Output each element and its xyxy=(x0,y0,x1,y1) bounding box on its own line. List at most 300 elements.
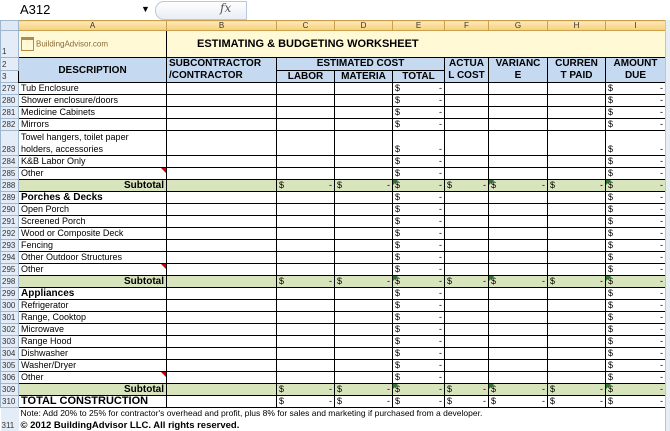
description-cell[interactable]: Dishwasher xyxy=(19,348,167,360)
cell-value: - xyxy=(542,396,545,406)
cell-d[interactable] xyxy=(335,288,393,300)
cell-d[interactable] xyxy=(335,360,393,372)
cell-c[interactable] xyxy=(277,324,335,336)
row-header[interactable]: 295 xyxy=(1,264,19,276)
column-header-e[interactable]: E xyxy=(393,21,445,31)
cell-value: - xyxy=(387,180,390,190)
header-labor xyxy=(277,70,335,83)
cell-f[interactable] xyxy=(445,83,489,95)
cell-d[interactable] xyxy=(335,384,393,396)
subtotal-label[interactable]: Subtotal xyxy=(19,276,167,288)
cell-e[interactable] xyxy=(393,384,445,396)
currency-symbol: $ xyxy=(395,384,401,394)
cell-i[interactable] xyxy=(606,264,666,276)
cell-i[interactable] xyxy=(606,83,666,95)
row-header[interactable]: 306 xyxy=(1,372,19,384)
cell-e[interactable] xyxy=(393,180,445,192)
cell-c[interactable] xyxy=(277,119,335,131)
description-cell[interactable]: Range, Cooktop xyxy=(19,312,167,324)
description-cell[interactable]: Screened Porch xyxy=(19,216,167,228)
cell-c[interactable] xyxy=(277,240,335,252)
row-header[interactable]: 301 xyxy=(1,312,19,324)
cell-g[interactable] xyxy=(489,216,548,228)
cell-g[interactable] xyxy=(489,288,548,300)
cell-b[interactable] xyxy=(167,372,277,384)
cell-g[interactable] xyxy=(489,204,548,216)
cell-d[interactable] xyxy=(335,156,393,168)
cell-value: - xyxy=(660,372,663,382)
row-header[interactable]: 309 xyxy=(1,384,19,396)
cell-g[interactable] xyxy=(489,83,548,95)
cell-value: - xyxy=(439,240,442,250)
cell-i[interactable] xyxy=(606,192,666,204)
cell-f[interactable] xyxy=(445,192,489,204)
cell-i[interactable] xyxy=(606,324,666,336)
description-cell[interactable]: Fencing xyxy=(19,240,167,252)
cell-i[interactable] xyxy=(606,216,666,228)
row-header[interactable]: 280 xyxy=(1,95,19,107)
cell-g[interactable] xyxy=(489,240,548,252)
cell-f[interactable] xyxy=(445,216,489,228)
cell-e[interactable] xyxy=(393,156,445,168)
cell-e[interactable] xyxy=(393,372,445,384)
cell-h[interactable] xyxy=(548,156,606,168)
row-header[interactable]: 305 xyxy=(1,360,19,372)
cell-b[interactable] xyxy=(167,119,277,131)
description-cell[interactable]: Medicine Cabinets xyxy=(19,107,167,119)
cell-c[interactable] xyxy=(277,192,335,204)
cell-g[interactable] xyxy=(489,252,548,264)
cell-f[interactable] xyxy=(445,131,489,156)
cell-g[interactable] xyxy=(489,119,548,131)
cell-e[interactable] xyxy=(393,119,445,131)
cell-b[interactable] xyxy=(167,83,277,95)
currency-symbol: $ xyxy=(447,180,453,190)
cell-h[interactable] xyxy=(548,168,606,180)
cell-h[interactable] xyxy=(548,336,606,348)
cell-h[interactable] xyxy=(548,131,606,156)
column-header-h[interactable]: H xyxy=(548,21,606,31)
cell-f[interactable] xyxy=(445,264,489,276)
cell-b[interactable] xyxy=(167,384,277,396)
cell-g[interactable] xyxy=(489,107,548,119)
cell-b[interactable] xyxy=(167,216,277,228)
section-heading[interactable]: Porches & Decks xyxy=(19,192,167,204)
currency-symbol: $ xyxy=(550,276,556,286)
cell-d[interactable] xyxy=(335,348,393,360)
cell-d[interactable] xyxy=(335,252,393,264)
column-header-c[interactable]: C xyxy=(277,21,335,31)
row-header[interactable]: 310 xyxy=(1,396,19,408)
cell-h[interactable] xyxy=(548,276,606,288)
row-header[interactable]: 279 xyxy=(1,83,19,95)
cell-g[interactable] xyxy=(489,264,548,276)
cell-b[interactable] xyxy=(167,288,277,300)
cell-b[interactable] xyxy=(167,168,277,180)
cell-c[interactable] xyxy=(277,156,335,168)
cell-f[interactable] xyxy=(445,95,489,107)
cell-g[interactable] xyxy=(489,336,548,348)
currency-symbol: $ xyxy=(608,288,614,298)
cell-c[interactable] xyxy=(277,336,335,348)
cell-h[interactable] xyxy=(548,252,606,264)
cell-g[interactable] xyxy=(489,228,548,240)
cell-i[interactable] xyxy=(606,252,666,264)
cell-d[interactable] xyxy=(335,240,393,252)
cell-b[interactable] xyxy=(167,228,277,240)
cell-i[interactable] xyxy=(606,288,666,300)
row-header[interactable]: 304 xyxy=(1,348,19,360)
cell-e[interactable] xyxy=(393,204,445,216)
cell-g[interactable] xyxy=(489,312,548,324)
cell-d[interactable] xyxy=(335,300,393,312)
cell-d[interactable] xyxy=(335,324,393,336)
row-header[interactable]: 303 xyxy=(1,336,19,348)
cell-h[interactable] xyxy=(548,119,606,131)
row-header[interactable]: 1 xyxy=(1,31,19,58)
description-cell[interactable]: Range Hood xyxy=(19,336,167,348)
cell-g[interactable] xyxy=(489,396,548,408)
row-header[interactable]: 282 xyxy=(1,119,19,131)
row-header[interactable]: 281 xyxy=(1,107,19,119)
cell-f[interactable] xyxy=(445,300,489,312)
cell-c[interactable] xyxy=(277,180,335,192)
row-header[interactable]: 298 xyxy=(1,276,19,288)
cell-b[interactable] xyxy=(167,312,277,324)
cell-d[interactable] xyxy=(335,192,393,204)
currency-symbol: $ xyxy=(395,336,401,346)
cell-b[interactable] xyxy=(167,131,277,156)
cell-c[interactable] xyxy=(277,83,335,95)
cell-b[interactable] xyxy=(167,204,277,216)
cell-d[interactable] xyxy=(335,83,393,95)
cell-e[interactable] xyxy=(393,324,445,336)
description-cell[interactable]: Mirrors xyxy=(19,119,167,131)
cell-d[interactable] xyxy=(335,312,393,324)
cell-g[interactable] xyxy=(489,324,548,336)
cell-h[interactable] xyxy=(548,192,606,204)
cell-h[interactable] xyxy=(548,360,606,372)
cell-h[interactable] xyxy=(548,288,606,300)
cell-e[interactable] xyxy=(393,107,445,119)
function-icon[interactable]: fx xyxy=(220,1,232,15)
cell-h[interactable] xyxy=(548,372,606,384)
cell-g[interactable] xyxy=(489,192,548,204)
cell-d[interactable] xyxy=(335,216,393,228)
cell-h[interactable] xyxy=(548,348,606,360)
cell-value: - xyxy=(439,360,442,370)
cell-f[interactable] xyxy=(445,396,489,408)
cell-i[interactable] xyxy=(606,312,666,324)
cell-d[interactable] xyxy=(335,180,393,192)
cell-h[interactable] xyxy=(548,95,606,107)
cell-c[interactable] xyxy=(277,264,335,276)
subtotal-label[interactable]: Subtotal xyxy=(19,180,167,192)
cell-i[interactable] xyxy=(606,372,666,384)
description-cell[interactable]: Refrigerator xyxy=(19,300,167,312)
cell-e[interactable] xyxy=(393,348,445,360)
cell-h[interactable] xyxy=(548,107,606,119)
column-header-d[interactable]: D xyxy=(335,21,393,31)
cell-f[interactable] xyxy=(445,252,489,264)
cell-c[interactable] xyxy=(277,107,335,119)
row-header[interactable]: 284 xyxy=(1,156,19,168)
cell-b[interactable] xyxy=(167,95,277,107)
header-current-paid-text: CURREN T PAID xyxy=(555,58,598,81)
cell-h[interactable] xyxy=(548,312,606,324)
column-header-g[interactable]: G xyxy=(489,21,548,31)
cell-i[interactable] xyxy=(606,276,666,288)
currency-symbol: $ xyxy=(608,336,614,346)
cell-i[interactable] xyxy=(606,168,666,180)
cell-e[interactable] xyxy=(393,360,445,372)
cell-f[interactable] xyxy=(445,204,489,216)
column-header-b[interactable]: B xyxy=(167,21,277,31)
cell-d[interactable] xyxy=(335,396,393,408)
cell-i[interactable] xyxy=(606,204,666,216)
cell-c[interactable] xyxy=(277,204,335,216)
cell-f[interactable] xyxy=(445,240,489,252)
cell-d[interactable] xyxy=(335,131,393,156)
cell-h[interactable] xyxy=(548,324,606,336)
row-header[interactable]: 311 xyxy=(1,419,19,431)
description-cell[interactable]: Wood or Composite Deck xyxy=(19,228,167,240)
cell-d[interactable] xyxy=(335,168,393,180)
cell-i[interactable] xyxy=(606,300,666,312)
cell-e[interactable] xyxy=(393,396,445,408)
cell-c[interactable] xyxy=(277,348,335,360)
cell-h[interactable] xyxy=(548,180,606,192)
chevron-down-icon[interactable]: ▼ xyxy=(141,4,150,14)
cell-value: - xyxy=(329,180,332,190)
cell-value: - xyxy=(542,384,545,394)
total-label[interactable]: TOTAL CONSTRUCTION xyxy=(19,396,167,408)
cell-h[interactable] xyxy=(548,384,606,396)
cell-h[interactable] xyxy=(548,83,606,95)
description-cell[interactable]: Open Porch xyxy=(19,204,167,216)
select-all-corner[interactable] xyxy=(1,21,19,31)
description-cell[interactable]: Shower enclosure/doors xyxy=(19,95,167,107)
name-box[interactable]: A312 xyxy=(20,2,51,17)
cell-i[interactable] xyxy=(606,119,666,131)
vertical-scrollbar[interactable] xyxy=(665,20,670,431)
cell-e[interactable] xyxy=(393,216,445,228)
cell-f[interactable] xyxy=(445,312,489,324)
cell-e[interactable] xyxy=(393,131,445,156)
cell-i[interactable] xyxy=(606,228,666,240)
cell-d[interactable] xyxy=(335,372,393,384)
cell-i[interactable] xyxy=(606,95,666,107)
description-cell[interactable]: Tub Enclosure xyxy=(19,83,167,95)
cell-b[interactable] xyxy=(167,396,277,408)
cell-c[interactable] xyxy=(277,276,335,288)
cell-f[interactable] xyxy=(445,360,489,372)
row-header[interactable]: 285 xyxy=(1,168,19,180)
cell-b[interactable] xyxy=(167,348,277,360)
cell-g[interactable] xyxy=(489,372,548,384)
cell-b[interactable] xyxy=(167,264,277,276)
cell-i[interactable] xyxy=(606,360,666,372)
cell-b[interactable] xyxy=(167,240,277,252)
cell-e[interactable] xyxy=(393,336,445,348)
cell-e[interactable] xyxy=(393,192,445,204)
cell-f[interactable] xyxy=(445,348,489,360)
cell-d[interactable] xyxy=(335,228,393,240)
cell-i[interactable] xyxy=(606,131,666,156)
currency-symbol: $ xyxy=(395,156,401,166)
cell-value: - xyxy=(600,180,603,190)
cell-d[interactable] xyxy=(335,336,393,348)
cell-c[interactable] xyxy=(277,228,335,240)
cell-b[interactable] xyxy=(167,360,277,372)
column-header-i[interactable]: I xyxy=(606,21,666,31)
cell-c[interactable] xyxy=(277,95,335,107)
cell-g[interactable] xyxy=(489,180,548,192)
description-cell[interactable]: Other xyxy=(19,372,167,384)
cell-b[interactable] xyxy=(167,300,277,312)
cell-g[interactable] xyxy=(489,276,548,288)
column-header-f[interactable]: F xyxy=(445,21,489,31)
row-header[interactable]: 290 xyxy=(1,204,19,216)
description-cell[interactable] xyxy=(19,131,167,156)
cell-b[interactable] xyxy=(167,180,277,192)
cell-d[interactable] xyxy=(335,119,393,131)
cell-b[interactable] xyxy=(167,252,277,264)
cell-f[interactable] xyxy=(445,119,489,131)
description-cell[interactable]: Microwave xyxy=(19,324,167,336)
cell-c[interactable] xyxy=(277,288,335,300)
cell-g[interactable] xyxy=(489,348,548,360)
cell-h[interactable] xyxy=(548,300,606,312)
formula-bar-button[interactable] xyxy=(155,1,247,20)
cell-h[interactable] xyxy=(548,228,606,240)
cell-i[interactable] xyxy=(606,384,666,396)
description-cell[interactable]: Other Outdoor Structures xyxy=(19,252,167,264)
cell-e[interactable] xyxy=(393,240,445,252)
cell-i[interactable] xyxy=(606,348,666,360)
cell-h[interactable] xyxy=(548,264,606,276)
cell-b[interactable] xyxy=(167,324,277,336)
cell-d[interactable] xyxy=(335,276,393,288)
cell-i[interactable] xyxy=(606,240,666,252)
row-header[interactable]: 302 xyxy=(1,324,19,336)
cell-i[interactable] xyxy=(606,180,666,192)
cell-value: - xyxy=(439,348,442,358)
cell-c[interactable] xyxy=(277,360,335,372)
cell-c[interactable] xyxy=(277,300,335,312)
cell-e[interactable] xyxy=(393,276,445,288)
cell-g[interactable] xyxy=(489,131,548,156)
cell-c[interactable] xyxy=(277,131,335,156)
cell-f[interactable] xyxy=(445,336,489,348)
row-header[interactable]: 288 xyxy=(1,180,19,192)
row-header[interactable]: 293 xyxy=(1,240,19,252)
cell-e[interactable] xyxy=(393,312,445,324)
row-header[interactable]: 283 xyxy=(1,131,19,156)
cell-f[interactable] xyxy=(445,276,489,288)
cell-c[interactable] xyxy=(277,252,335,264)
cell-i[interactable] xyxy=(606,396,666,408)
cell-c[interactable] xyxy=(277,372,335,384)
cell-c[interactable] xyxy=(277,384,335,396)
cell-d[interactable] xyxy=(335,95,393,107)
description-cell[interactable]: Washer/Dryer xyxy=(19,360,167,372)
subtotal-label[interactable]: Subtotal xyxy=(19,384,167,396)
cell-c[interactable] xyxy=(277,312,335,324)
cell-b[interactable] xyxy=(167,192,277,204)
cell-f[interactable] xyxy=(445,168,489,180)
row-header[interactable]: 2 xyxy=(1,58,19,71)
cell-h[interactable] xyxy=(548,204,606,216)
row-header[interactable]: 3 xyxy=(1,70,19,83)
cell-b[interactable] xyxy=(167,336,277,348)
cell-b[interactable] xyxy=(167,156,277,168)
cell-e[interactable] xyxy=(393,228,445,240)
cell-e[interactable] xyxy=(393,252,445,264)
cell-c[interactable] xyxy=(277,396,335,408)
cell-i[interactable] xyxy=(606,156,666,168)
cell-e[interactable] xyxy=(393,83,445,95)
cell-f[interactable] xyxy=(445,324,489,336)
cell-i[interactable] xyxy=(606,107,666,119)
cell-f[interactable] xyxy=(445,156,489,168)
cell-h[interactable] xyxy=(548,240,606,252)
cell-g[interactable] xyxy=(489,384,548,396)
cell-f[interactable] xyxy=(445,180,489,192)
cell-c[interactable] xyxy=(277,216,335,228)
section-heading[interactable]: Appliances xyxy=(19,288,167,300)
currency-symbol: $ xyxy=(608,240,614,250)
row-header[interactable]: 289 xyxy=(1,192,19,204)
row-header[interactable]: 292 xyxy=(1,228,19,240)
cell-e[interactable] xyxy=(393,95,445,107)
cell-d[interactable] xyxy=(335,107,393,119)
row-header[interactable]: 291 xyxy=(1,216,19,228)
cell-d[interactable] xyxy=(335,204,393,216)
cell-g[interactable] xyxy=(489,156,548,168)
cell-e[interactable] xyxy=(393,168,445,180)
cell-e[interactable] xyxy=(393,300,445,312)
header-labor-text: LABOR xyxy=(287,70,324,82)
cell-c[interactable] xyxy=(277,168,335,180)
cell-h[interactable] xyxy=(548,396,606,408)
row-header[interactable]: 299 xyxy=(1,288,19,300)
cell-f[interactable] xyxy=(445,288,489,300)
cell-g[interactable] xyxy=(489,168,548,180)
description-cell[interactable]: Other xyxy=(19,264,167,276)
cell-e[interactable] xyxy=(393,288,445,300)
row-header[interactable]: 294 xyxy=(1,252,19,264)
cell-f[interactable] xyxy=(445,372,489,384)
row-header[interactable]: 300 xyxy=(1,300,19,312)
cell-g[interactable] xyxy=(489,360,548,372)
cell-g[interactable] xyxy=(489,95,548,107)
cell-g[interactable] xyxy=(489,300,548,312)
description-cell[interactable]: Other xyxy=(19,168,167,180)
cell-e[interactable] xyxy=(393,264,445,276)
description-cell[interactable]: K&B Labor Only xyxy=(19,156,167,168)
cell-f[interactable] xyxy=(445,384,489,396)
cell-d[interactable] xyxy=(335,264,393,276)
cell-b[interactable] xyxy=(167,107,277,119)
cell-f[interactable] xyxy=(445,228,489,240)
cell-b[interactable] xyxy=(167,276,277,288)
column-header-a[interactable]: A xyxy=(19,21,167,31)
cell-i[interactable] xyxy=(606,336,666,348)
row-header[interactable] xyxy=(1,408,19,420)
cell-h[interactable] xyxy=(548,216,606,228)
cell-f[interactable] xyxy=(445,107,489,119)
